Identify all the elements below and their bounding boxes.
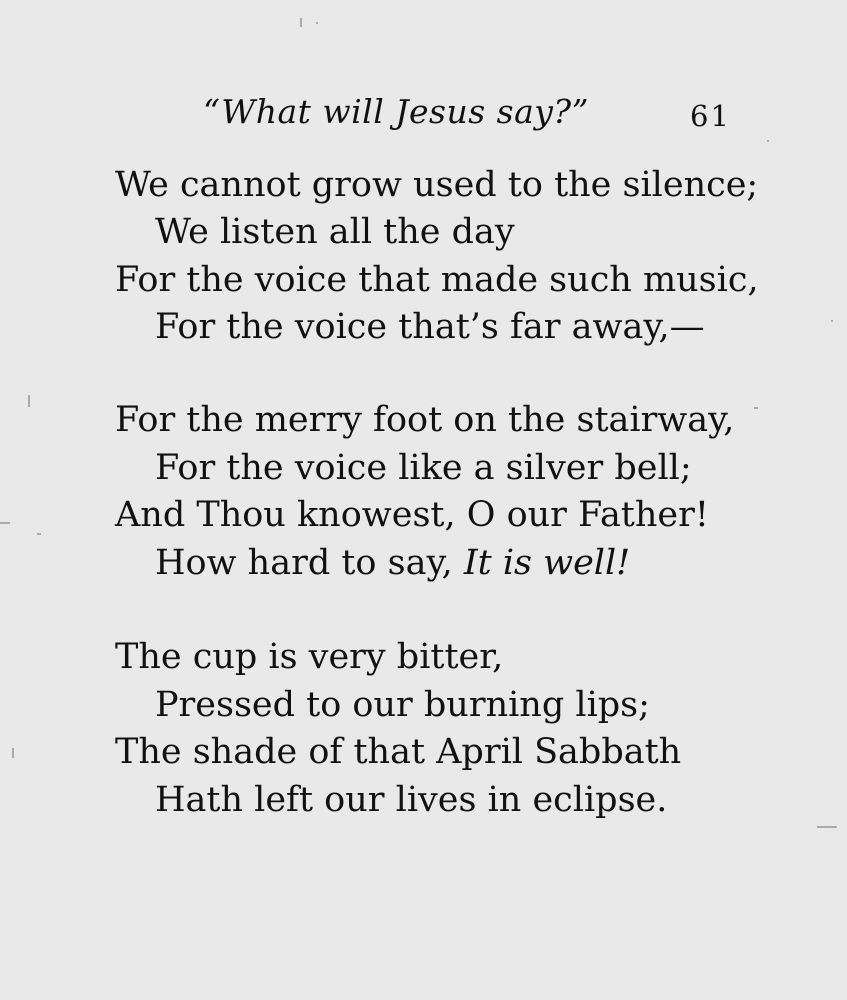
poem-line: Pressed to our burning lips; bbox=[155, 685, 650, 725]
paper-speck bbox=[12, 748, 14, 758]
paper-speck bbox=[817, 826, 837, 828]
paper-speck bbox=[316, 22, 318, 24]
emphasized-phrase: It is well! bbox=[463, 543, 631, 583]
poem-line: Hath left our lives in eclipse. bbox=[155, 780, 668, 820]
poem-line-text: How hard to say, bbox=[155, 543, 464, 583]
poem-line: We listen all the day bbox=[155, 212, 515, 252]
poem-line: We cannot grow used to the silence; bbox=[115, 165, 759, 205]
page-number: 61 bbox=[690, 99, 731, 133]
paper-speck bbox=[754, 407, 758, 409]
paper-speck bbox=[767, 140, 769, 142]
paper-speck bbox=[300, 18, 302, 27]
poem-line: The shade of that April Sabbath bbox=[115, 732, 682, 772]
poem-line bbox=[155, 543, 631, 583]
paper-speck bbox=[831, 320, 833, 322]
paper-speck bbox=[0, 522, 10, 524]
paper-speck bbox=[28, 395, 30, 407]
poem-line: And Thou knowest, O our Father! bbox=[115, 495, 709, 535]
poem-line: For the voice like a silver bell; bbox=[155, 448, 692, 488]
poem-line: For the merry foot on the stairway, bbox=[115, 400, 735, 440]
poem-line: For the voice that made such music, bbox=[115, 260, 759, 300]
poem-line: For the voice that’s far away,— bbox=[155, 307, 705, 347]
paper-speck bbox=[37, 533, 41, 535]
running-title: “What will Jesus say?” bbox=[203, 92, 589, 131]
poem-line: The cup is very bitter, bbox=[115, 637, 504, 677]
